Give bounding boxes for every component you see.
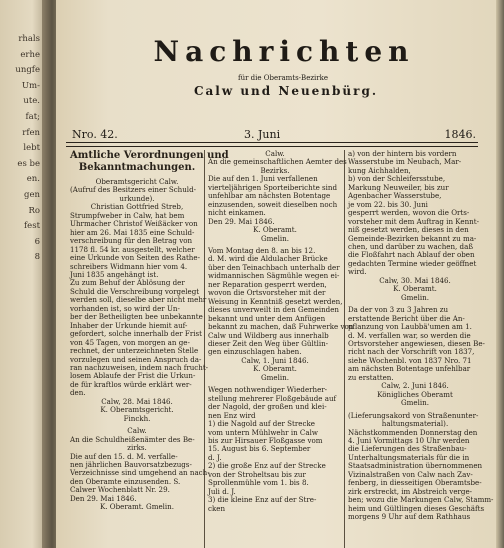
text-line: fenberg, in diesseitigen Oberamtsbe-: [348, 478, 482, 488]
text-line: eine Urkunde von Seiten des Rathe-: [70, 253, 200, 263]
text-line: chen, und darüber zu wachen, daß: [348, 241, 474, 251]
text-line: zirk erstreckt, im Abstreich verge-: [348, 486, 473, 496]
text-line: Inhaber der Urkunde hiemit auf-: [70, 320, 188, 330]
text-line: d. M. wird die Aldulacher Brücke: [208, 254, 328, 264]
masthead: [76, 36, 466, 98]
text-line: 1) die Nagold auf der Strecke: [208, 419, 315, 429]
text-line: a) von der hintern bis vordern: [348, 149, 457, 158]
text-line: werden soll, dieselbe aber nicht mehr: [70, 295, 207, 305]
text-line: An die Schuldheißenämter des Be-: [70, 434, 195, 444]
text-line: vom untern Mühlwehr in Calw: [208, 427, 318, 437]
text-line: unfehlbar am nächsten Botentage: [208, 191, 331, 201]
text-line: heim und Gültlingen dieses Geschäfts: [348, 503, 485, 513]
section-heading: Bekanntmachungen.: [78, 162, 196, 173]
text-line: Gmelin.: [401, 292, 429, 302]
issue-bar: [66, 128, 476, 142]
text-line: erstattende Bericht über die An-: [348, 313, 465, 323]
text-line: einzusenden, soweit dieselben noch: [208, 199, 338, 209]
text-line: vorhanden ist, so wird der Un-: [70, 303, 180, 313]
text-line: kung Aichhalden,: [348, 165, 411, 175]
issue-year: 1846.: [444, 128, 476, 141]
text-line: 2) die große Enz auf der Strecke: [208, 461, 326, 471]
issue-date: 3. Juni: [244, 128, 281, 141]
text-line: d. M. verfallen war, so werden die: [348, 330, 471, 340]
text-line: Finckh.: [123, 413, 151, 423]
text-line: K. Oberamt.: [253, 364, 297, 374]
text-line: Da der von 3 zu 3 Jahren zu: [348, 305, 449, 315]
text-line: nen Enz wird: [208, 410, 256, 420]
facing-page-fragment: en.: [26, 174, 40, 185]
text-line: je vom 22. bis 30. Juni: [348, 199, 428, 209]
text-line: Vizinalstraßen von Calw nach Zav-: [348, 469, 473, 479]
text-line: Calwer Wochenblatt Nr. 29.: [70, 485, 170, 495]
text-line: losem Ablaufe der Frist die Urkun-: [70, 371, 196, 381]
text-line: Calw, 2. Juni 1846.: [381, 381, 449, 391]
text-line: Wegen nothwendiger Wiederher-: [208, 385, 328, 395]
text-line: hier am 26. Mai 1835 eine Schuld-: [70, 227, 195, 237]
text-line: nen jährlichen Bauvorsatzbezugs-: [70, 459, 192, 469]
text-line: K. Oberamt.: [393, 284, 437, 294]
text-line: Den 29. Mai 1846.: [70, 493, 137, 503]
text-line: Staatsadministration übernommenen: [348, 461, 483, 471]
text-line: am nächsten Botentage unfehlbar: [348, 364, 471, 374]
text-line: Uhrmacher Christof Weißäcker von: [70, 219, 198, 229]
text-line: Juni 1835 angehängt ist.: [70, 269, 159, 279]
text-line: Oberamtsgericht Calw.: [95, 177, 179, 186]
text-line: wird.: [348, 267, 367, 277]
text-line: Königliches Oberamt: [377, 389, 453, 399]
text-line: bekannt und unter dem Anfügen: [208, 313, 326, 323]
masthead-subtitle: für die Oberamts-Bezirke: [238, 74, 328, 82]
text-line: 4. Juni Vormittags 10 Uhr werden: [348, 435, 470, 445]
text-line: Gmelin.: [401, 398, 429, 408]
header-rule-thick: [66, 142, 478, 143]
text-line: Gemeinde-Bezirken bekannt zu ma-: [348, 233, 477, 243]
text-line: vorzulegen und seinen Anspruch da-: [70, 354, 202, 364]
text-line: ner Reparation gesperrt werden,: [208, 279, 327, 289]
text-line: gedachten Termine wieder geöffnet: [348, 258, 477, 268]
text-line: Bezirks.: [260, 165, 290, 175]
text-line: gesperrt werden, wovon die Orts-: [348, 208, 470, 218]
text-line: An die gemeinschaftlichen Aemter des: [208, 157, 347, 167]
facing-page-fragment: rfen: [22, 127, 40, 138]
text-line: richt nach der Vorschrift von 1837,: [348, 347, 475, 357]
facing-page-fragment: rhals: [18, 34, 40, 44]
text-line: Calw.: [127, 426, 147, 436]
facing-page-fragment: gen: [24, 189, 40, 200]
text-line: Den 29. Mai 1846.: [208, 216, 275, 226]
text-line: K. Oberamt.: [253, 225, 297, 235]
facing-page-fragment: erhe: [20, 49, 40, 60]
text-line: über den Teinachbach unterhalb der: [208, 262, 340, 272]
text-line: Schuld die Verschreibung vorgelegt: [70, 286, 200, 296]
text-line: 1178 fl. 54 kr. ausgestellt, welcher: [70, 244, 195, 254]
text-line: Calw, 1. Juni 1846.: [241, 355, 309, 365]
text-line: K. Oberamtsgericht.: [100, 405, 174, 415]
facing-page-fragment: fest: [24, 221, 40, 232]
text-line: urkunde).: [119, 193, 155, 203]
text-line: haltungsmaterial).: [381, 419, 449, 429]
text-line: Nächstkommenden Donnerstag den: [348, 427, 478, 437]
text-line: Calw, 30. Mai 1846.: [379, 275, 451, 285]
text-line: bis zur Hirsauer Floßgasse vom: [208, 435, 323, 445]
text-line: Markung Neuweiler, bis zur: [348, 182, 449, 192]
text-line: stellung mehrerer Floßgebäude auf: [208, 393, 337, 403]
masthead-title: Nachrichten: [153, 35, 415, 68]
text-line: den Oberamte einzusenden. S.: [70, 476, 181, 486]
text-line: nicht einkamen.: [208, 208, 266, 218]
text-column-2: [208, 149, 354, 548]
text-line: morgens 9 Uhr auf dem Rathhaus: [348, 512, 471, 522]
text-line: zirks.: [127, 443, 147, 453]
text-line: dieses unverweilt in den Gemeinden: [208, 305, 339, 315]
text-line: 3) die kleine Enz auf der Stre-: [208, 495, 317, 505]
page-edge-shadow: [496, 0, 504, 548]
text-line: dieser Zeit den Weg über Gültlin-: [208, 338, 329, 348]
facing-page-fragment: es be: [17, 158, 40, 169]
text-line: die Lieferungen des Straßenbau-: [348, 444, 467, 454]
text-line: den.: [70, 388, 86, 398]
text-line: wovon die Ortsvorsteher mit der: [208, 288, 326, 298]
facing-page-fragment: ute.: [23, 96, 40, 107]
text-line: Vom Montag den 8. an bis 12.: [208, 245, 316, 255]
text-line: Die auf den 1. Juni verfallenen: [208, 174, 318, 184]
facing-page-fragment: fat;: [25, 111, 40, 122]
text-line: Calw, 28. Mai 1846.: [101, 396, 173, 406]
text-line: Juli d. J.: [208, 486, 236, 496]
text-line: gefordert, solche innerhalb der Frist: [70, 329, 203, 339]
issue-number: Nro. 42.: [72, 128, 118, 141]
text-line: pflanzung von Laubbä'umen am 1.: [348, 322, 472, 332]
text-line: widmannischen Sägmühle wegen ei-: [208, 271, 340, 281]
newspaper-page: [56, 0, 496, 548]
text-column-3: [348, 149, 494, 548]
text-line: gen einzuschlagen haben.: [208, 347, 302, 357]
text-line: Ortsvorsteher angewiesen, diesen Be-: [348, 338, 485, 348]
facing-page-edge: [0, 0, 46, 548]
text-line: (Aufruf des Besitzers einer Schuld-: [70, 185, 197, 195]
text-line: cken: [208, 503, 226, 513]
text-line: Weisung in Kenntniß gesetzt werden,: [208, 296, 343, 306]
text-line: vorsteher mit dem Auftrag in Kennt-: [348, 216, 479, 226]
text-line: zu erstatten.: [348, 372, 394, 382]
facing-page-fragment: Ro: [28, 205, 40, 216]
facing-page-fragment: 6: [34, 236, 40, 247]
masthead-places: Calw und Neuenbürg.: [193, 84, 379, 98]
facing-page-fragment: ungfe: [15, 65, 40, 76]
text-line: ber der Betheiligten bee unbekannte: [70, 312, 203, 322]
text-line: de für kraftlos würde erklärt wer-: [70, 379, 192, 389]
text-line: Die auf den 15. d. M. verfalle-: [70, 451, 178, 461]
text-line: rechnet, der unterzeichneten Stelle: [70, 346, 199, 356]
text-line: bekannt zu machen, daß Fuhrwerke von: [208, 322, 354, 332]
text-line: Calw.: [265, 149, 285, 158]
section-heading: Amtliche Verordnungen und: [70, 150, 229, 161]
facing-page-fragment: 8: [34, 252, 40, 263]
text-line: b) von der Schleifersstube,: [348, 174, 446, 184]
header-rule-thin: [66, 146, 478, 147]
text-line: Christian Gottfried Streb,: [90, 202, 184, 212]
facing-page-fragment: lebt: [23, 143, 40, 154]
text-line: Zu zum Behuf der Ablösung der: [70, 278, 185, 288]
text-line: von 45 Tagen, von morgen an ge-: [70, 337, 190, 347]
facing-page-fragment: Um-: [21, 80, 40, 91]
text-line: Calw und Wildberg aus innerhalb: [208, 330, 329, 340]
text-line: der Nagold, der großen und klei-: [208, 402, 327, 412]
text-line: schreibers Widmann hier vom 4.: [70, 261, 188, 271]
text-line: Wasserstube im Neubach, Mar-: [348, 157, 462, 167]
text-line: ben; wozu die Markungen Calw, Stamm-: [348, 495, 494, 505]
text-line: von der Stroheltsau bis zur: [208, 469, 306, 479]
text-line: die Floßfahrt nach Ablauf der oben: [348, 250, 475, 260]
text-line: Strumpfweber in Calw, hat bem: [70, 210, 185, 220]
column-separator: [344, 150, 345, 548]
column-separator: [204, 150, 205, 548]
text-line: (Lieferungsakord von Straßenunter-: [348, 410, 479, 420]
text-line: 15. August bis 6. September: [208, 444, 311, 454]
text-line: Gmelin.: [261, 372, 289, 382]
text-line: verschreibung für den Betrag von: [70, 236, 193, 246]
text-line: Unterhaltungsmaterials für die in: [348, 452, 470, 462]
text-line: siehe Wochenbl. von 1837 Nro. 71: [348, 355, 472, 365]
text-line: Verzeichnisse sind umgehend an nach-: [70, 468, 210, 478]
text-line: niß gesetzt werden, dieses in den: [348, 225, 469, 235]
text-line: vierteljährigen Sporteiberichte sind: [208, 182, 338, 192]
text-line: Sprollenmühle vom 1. bis 8.: [208, 478, 309, 488]
facing-page-text: [0, 32, 40, 266]
text-line: K. Oberamt. Gmelin.: [99, 502, 175, 512]
text-line: ran nachzuweisen, indem nach frucht-: [70, 362, 209, 372]
text-line: Agenbacher Wasserstube,: [348, 191, 442, 201]
text-line: Gmelin.: [261, 233, 289, 243]
text-line: d. J.: [208, 452, 222, 462]
